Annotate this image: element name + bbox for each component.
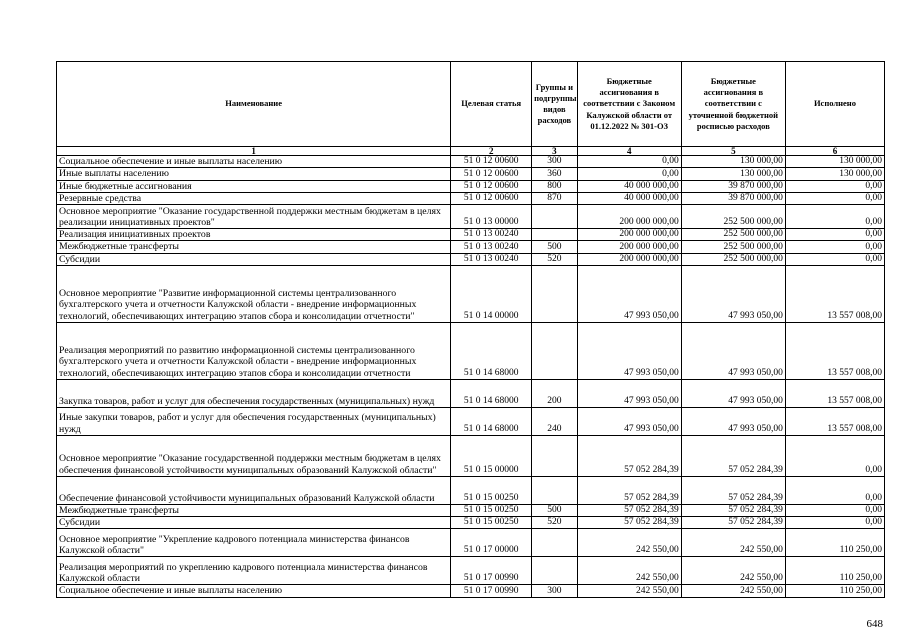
row-name: Закупка товаров, работ и услуг для обеспечения государственных (муниципальных) нужд [57,379,451,407]
row-group [532,529,577,557]
table-row [57,476,885,504]
row-law-amount: 0,00 [577,156,681,168]
row-refined-amount: 252 500 000,00 [681,253,785,265]
row-refined-amount: 242 550,00 [681,557,785,585]
table-row [57,205,885,229]
row-law-amount: 47 993 050,00 [577,265,681,322]
row-executed-amount: 13 557 008,00 [785,322,884,379]
header-target: Целевая статья [451,62,532,147]
row-executed-amount: 0,00 [785,241,884,253]
row-target-code: 51 0 12 00600 [451,156,532,168]
row-law-amount: 200 000 000,00 [577,229,681,241]
row-law-amount: 57 052 284,39 [577,435,681,476]
row-executed-amount: 13 557 008,00 [785,265,884,322]
table-row [57,504,885,516]
row-executed-amount: 0,00 [785,435,884,476]
row-group: 200 [532,379,577,407]
table-row [57,241,885,253]
row-target-code: 51 0 15 00250 [451,517,532,529]
row-group: 800 [532,180,577,192]
table-row [57,229,885,241]
row-group: 500 [532,504,577,516]
row-target-code: 51 0 12 00600 [451,168,532,180]
column-number: 6 [785,147,884,156]
row-name: Основное мероприятие "Укрепление кадрового потенциала министерства финансов Калужской области" [57,529,451,557]
header-executed: Исполнено [785,62,884,147]
row-name: Реализация инициативных проектов [57,229,451,241]
row-refined-amount: 47 993 050,00 [681,379,785,407]
row-group [532,557,577,585]
column-number: 4 [577,147,681,156]
row-target-code: 51 0 12 00600 [451,180,532,192]
row-target-code: 51 0 15 00250 [451,504,532,516]
row-executed-amount: 0,00 [785,517,884,529]
row-group [532,476,577,504]
row-group: 360 [532,168,577,180]
row-refined-amount: 57 052 284,39 [681,435,785,476]
row-group: 300 [532,585,577,597]
row-group: 520 [532,253,577,265]
row-executed-amount: 13 557 008,00 [785,379,884,407]
row-law-amount: 242 550,00 [577,529,681,557]
row-refined-amount: 47 993 050,00 [681,265,785,322]
row-law-amount: 57 052 284,39 [577,517,681,529]
row-target-code: 51 0 14 68000 [451,322,532,379]
row-executed-amount: 110 250,00 [785,585,884,597]
row-target-code: 51 0 17 00990 [451,585,532,597]
row-target-code: 51 0 14 68000 [451,407,532,435]
row-refined-amount: 242 550,00 [681,529,785,557]
row-law-amount: 47 993 050,00 [577,322,681,379]
row-executed-amount: 0,00 [785,192,884,204]
header-group: Группы и подгруппы видов расходов [532,62,577,147]
column-number: 2 [451,147,532,156]
row-name: Резервные средства [57,192,451,204]
row-name: Субсидии [57,517,451,529]
row-law-amount: 40 000 000,00 [577,180,681,192]
row-target-code: 51 0 13 00240 [451,241,532,253]
row-executed-amount: 110 250,00 [785,557,884,585]
row-law-amount: 200 000 000,00 [577,205,681,229]
page-number: 648 [866,618,883,630]
row-name: Социальное обеспечение и иные выплаты населению [57,156,451,168]
row-target-code: 51 0 17 00990 [451,557,532,585]
table-header-row [57,62,885,147]
row-law-amount: 242 550,00 [577,585,681,597]
row-group: 300 [532,156,577,168]
row-refined-amount: 57 052 284,39 [681,476,785,504]
header-law: Бюджетные ассигнования в соответствии с Законом Калужской области от 01.12.2022 № 301-ОЗ [577,62,681,147]
table-row [57,435,885,476]
table-row [57,253,885,265]
row-name: Иные выплаты населению [57,168,451,180]
row-target-code: 51 0 12 00600 [451,192,532,204]
row-refined-amount: 39 870 000,00 [681,180,785,192]
row-executed-amount: 0,00 [785,504,884,516]
row-name: Основное мероприятие "Оказание государственной поддержки местным бюджетам в целях обеспечения финансовой устойчивости муниципальных образований Калужской области" [57,435,451,476]
row-name: Обеспечение финансовой устойчивости муниципальных образований Калужской области [57,476,451,504]
table-row [57,517,885,529]
row-refined-amount: 252 500 000,00 [681,229,785,241]
column-number: 3 [532,147,577,156]
row-executed-amount: 13 557 008,00 [785,407,884,435]
row-refined-amount: 242 550,00 [681,585,785,597]
table-row [57,379,885,407]
row-executed-amount: 0,00 [785,253,884,265]
table-row [57,529,885,557]
row-law-amount: 200 000 000,00 [577,241,681,253]
row-name: Межбюджетные трансферты [57,504,451,516]
row-group: 520 [532,517,577,529]
row-law-amount: 200 000 000,00 [577,253,681,265]
row-group [532,322,577,379]
budget-table [56,61,885,598]
column-number: 5 [681,147,785,156]
row-law-amount: 242 550,00 [577,557,681,585]
table-row [57,265,885,322]
row-executed-amount: 0,00 [785,180,884,192]
row-name: Реализация мероприятий по укреплению кадрового потенциала министерства финансов Калужской области [57,557,451,585]
row-target-code: 51 0 13 00000 [451,205,532,229]
row-name: Иные бюджетные ассигнования [57,180,451,192]
column-number: 1 [57,147,451,156]
row-name: Иные закупки товаров, работ и услуг для обеспечения государственных (муниципальных) нужд [57,407,451,435]
row-refined-amount: 57 052 284,39 [681,517,785,529]
row-group [532,229,577,241]
row-refined-amount: 47 993 050,00 [681,322,785,379]
table-row [57,168,885,180]
row-target-code: 51 0 17 00000 [451,529,532,557]
row-target-code: 51 0 15 00000 [451,435,532,476]
row-group [532,265,577,322]
row-group: 870 [532,192,577,204]
row-law-amount: 47 993 050,00 [577,407,681,435]
row-executed-amount: 130 000,00 [785,168,884,180]
row-law-amount: 0,00 [577,168,681,180]
row-target-code: 51 0 13 00240 [451,229,532,241]
row-name: Межбюджетные трансферты [57,241,451,253]
row-target-code: 51 0 14 00000 [451,265,532,322]
row-refined-amount: 47 993 050,00 [681,407,785,435]
row-executed-amount: 130 000,00 [785,156,884,168]
row-name: Социальное обеспечение и иные выплаты населению [57,585,451,597]
row-group [532,435,577,476]
row-law-amount: 47 993 050,00 [577,379,681,407]
row-executed-amount: 110 250,00 [785,529,884,557]
row-refined-amount: 39 870 000,00 [681,192,785,204]
row-target-code: 51 0 13 00240 [451,253,532,265]
table-row [57,180,885,192]
row-name: Реализация мероприятий по развитию информационной системы централизованного бухгалтерского учета и отчетности Калужской области - внедрение информационных технологий, обеспечивающих интеграцию этапов сбора и консолидации отчетности [57,322,451,379]
row-executed-amount: 0,00 [785,229,884,241]
row-refined-amount: 252 500 000,00 [681,241,785,253]
row-executed-amount: 0,00 [785,205,884,229]
row-refined-amount: 130 000,00 [681,156,785,168]
row-target-code: 51 0 14 68000 [451,379,532,407]
row-name: Субсидии [57,253,451,265]
table-row [57,557,885,585]
row-target-code: 51 0 15 00250 [451,476,532,504]
row-name: Основное мероприятие "Развитие информационной системы централизованного бухгалтерского учета и отчетности Калужской области - внедрение информационных технологий, обеспечивающих интеграцию этапов сбора и консолидации отчетности" [57,265,451,322]
row-name: Основное мероприятие "Оказание государственной поддержки местным бюджетам в целях реализации инициативных проектов" [57,205,451,229]
row-refined-amount: 252 500 000,00 [681,205,785,229]
row-group [532,205,577,229]
row-refined-amount: 130 000,00 [681,168,785,180]
row-group: 240 [532,407,577,435]
row-refined-amount: 57 052 284,39 [681,504,785,516]
header-refined: Бюджетные ассигнования в соответствии с уточненной бюджетной росписью расходов [681,62,785,147]
table-row [57,192,885,204]
column-number-row [57,147,885,156]
row-law-amount: 40 000 000,00 [577,192,681,204]
table-row [57,322,885,379]
row-law-amount: 57 052 284,39 [577,476,681,504]
table-row [57,156,885,168]
table-row [57,407,885,435]
row-law-amount: 57 052 284,39 [577,504,681,516]
row-group: 500 [532,241,577,253]
table-row [57,585,885,597]
header-name: Наименование [57,62,451,147]
row-executed-amount: 0,00 [785,476,884,504]
